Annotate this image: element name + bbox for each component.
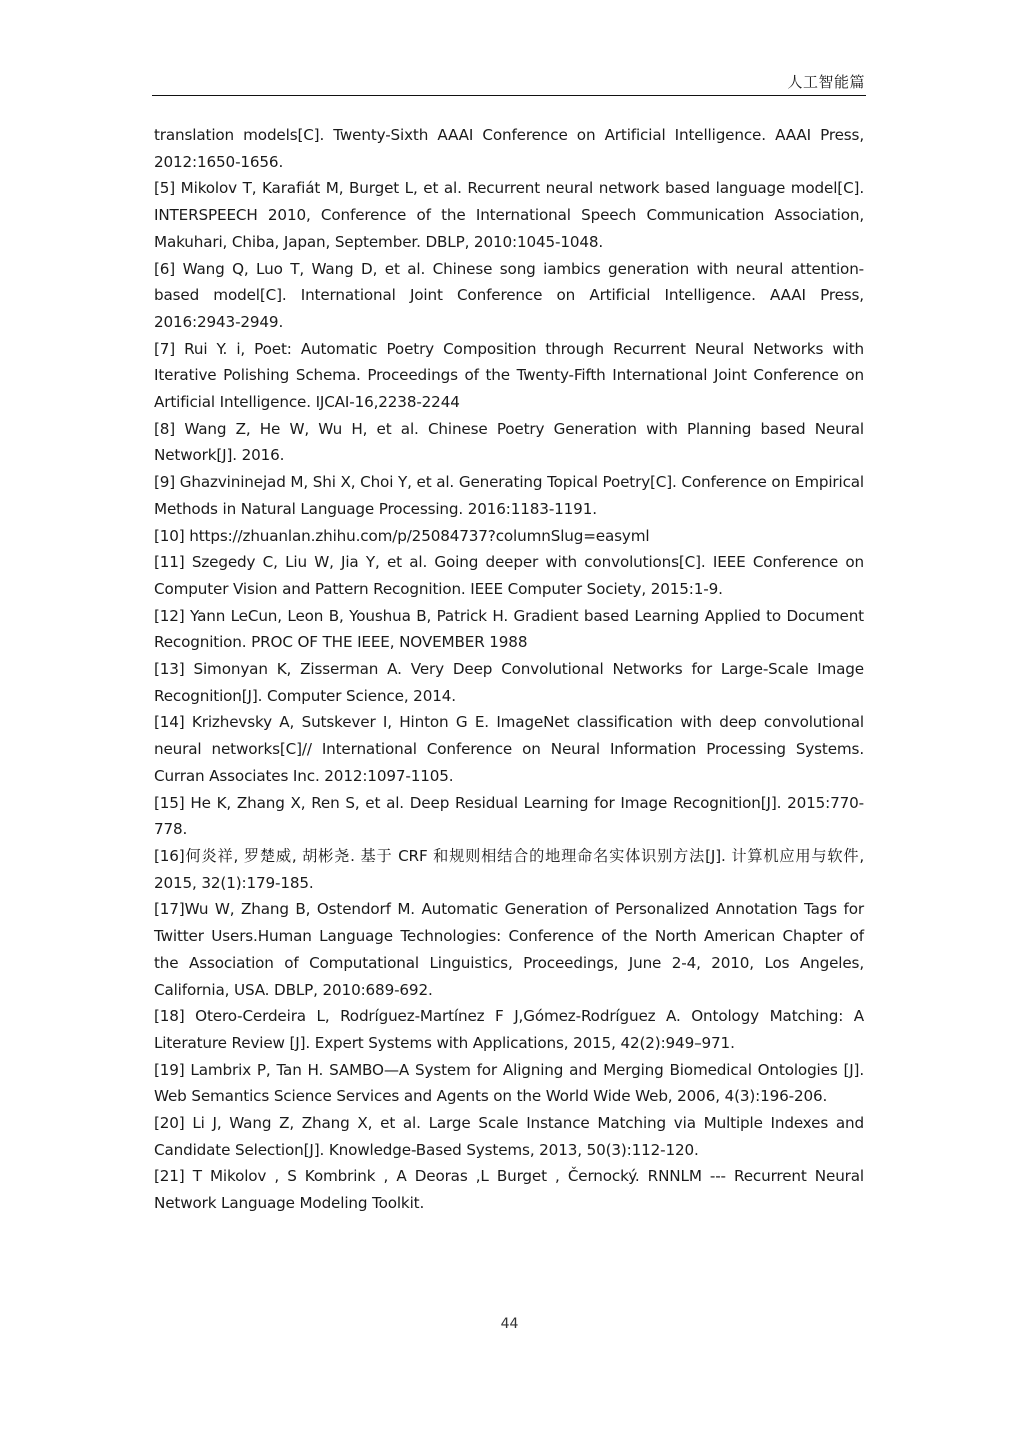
- reference-item-7: [7] Rui Y. i, Poet: Automatic Poetry Composition through Recurrent Neural Networks with Iterative Polishing Schema. Proceedings of the Twenty-Fifth International Joint Conference on Artificial Intelligence. IJCAI-16,2238-2244: [154, 339, 864, 412]
- header-divider: [152, 95, 866, 96]
- reference-item-21: [21] T Mikolov , S Kombrink , A Deoras ,L Burget , Černocký. RNNLM --- Recurrent Neural Network Language Modeling Toolkit.: [154, 1167, 864, 1213]
- reference-item-10: [10] https://zhuanlan.zhihu.com/p/25084737?columnSlug=easyml: [154, 526, 650, 545]
- page-number: 44: [500, 1316, 519, 1332]
- reference-item-17: [17]Wu W, Zhang B, Ostendorf M. Automatic Generation of Personalized Annotation Tags for Twitter Users.Human Language Technologies: Conference of the North American Chapter of the Association of Computational Linguistics, Proceedings, June 2-4, 2010, Los Angeles, California, USA. DBLP, 2010:689-692.: [154, 900, 864, 999]
- reference-item-13: [13] Simonyan K, Zisserman A. Very Deep Convolutional Networks for Large-Scale Image Recognition[J]. Computer Science, 2014.: [154, 660, 864, 705]
- reference-item-15: [15] He K, Zhang X, Ren S, et al. Deep Residual Learning for Image Recognition[J]. 2015:770-778.: [154, 793, 864, 839]
- reference-item-14: [14] Krizhevsky A, Sutskever I, Hinton G E. ImageNet classification with deep convolutional neural networks[C]// International Conference on Neural Information Processing Systems. Curran Associates Inc. 2012:1097-1105.: [154, 713, 864, 785]
- reference-item-18: [18] Otero-Cerdeira L, Rodríguez-Martínez F J,Gómez-Rodríguez A. Ontology Matching: A Literature Review [J]. Expert Systems with Applications, 2015, 42(2):949–971.: [154, 1007, 864, 1052]
- reference-item-16: [16]何炎祥, 罗楚威, 胡彬尧. 基于 CRF 和规则相结合的地理命名实体识别方法[J]. 计算机应用与软件, 2015, 32(1):179-185.: [154, 846, 864, 892]
- reference-item-4-continued: translation models[C]. Twenty-Sixth AAAI Conference on Artificial Intelligence. AAAI Press, 2012:1650-1656.: [154, 126, 864, 171]
- reference-item-20: [20] Li J, Wang Z, Zhang X, et al. Large Scale Instance Matching via Multiple Indexes and Candidate Selection[J]. Knowledge-Based Systems, 2013, 50(3):112-120.: [154, 1114, 864, 1159]
- reference-item-9: [9] Ghazvininejad M, Shi X, Choi Y, et al. Generating Topical Poetry[C]. Conference on Empirical Methods in Natural Language Processing. 2016:1183-1191.: [154, 473, 864, 518]
- running-header-title: 人工智能篇: [787, 73, 865, 91]
- reference-item-19: [19] Lambrix P, Tan H. SAMBO—A System for Aligning and Merging Biomedical Ontologies [J]. Web Semantics Science Services and Agents on the World Wide Web, 2006, 4(3):196-206.: [154, 1060, 864, 1106]
- reference-item-6: [6] Wang Q, Luo T, Wang D, et al. Chinese song iambics generation with neural attention-based model[C]. International Joint Conference on Artificial Intelligence. AAAI Press, 2016:2943-2949.: [154, 259, 864, 331]
- reference-item-5: [5] Mikolov T, Karafiát M, Burget L, et al. Recurrent neural network based language model[C]. INTERSPEECH 2010, Conference of the International Speech Communication Association, Makuhari, Chiba, Japan, September. DBLP, 2010:1045-1048.: [154, 179, 864, 251]
- reference-item-12: [12] Yann LeCun, Leon B, Youshua B, Patrick H. Gradient based Learning Applied to Document Recognition. PROC OF THE IEEE, NOVEMBER 1988: [154, 606, 864, 652]
- reference-item-11: [11] Szegedy C, Liu W, Jia Y, et al. Going deeper with convolutions[C]. IEEE Conference on Computer Vision and Pattern Recognition. IEEE Computer Society, 2015:1-9.: [154, 553, 864, 598]
- reference-list: [154, 122, 864, 1217]
- reference-item-8: [8] Wang Z, He W, Wu H, et al. Chinese Poetry Generation with Planning based Neural Network[J]. 2016.: [154, 419, 864, 465]
